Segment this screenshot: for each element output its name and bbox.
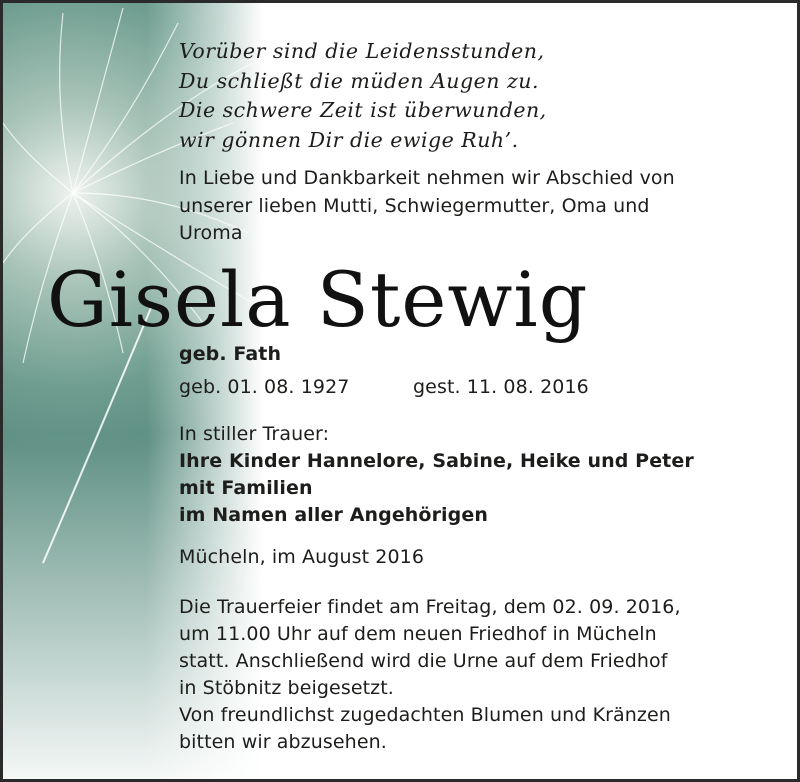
funeral-line: Die Trauerfeier findet am Freitag, dem 02. 09. 2016, — [179, 596, 681, 618]
funeral-line: um 11.00 Uhr auf dem neuen Friedhof in Mücheln — [179, 623, 657, 645]
death-date: gest. 11. 08. 2016 — [413, 376, 589, 398]
birth-date: geb. 01. 08. 1927 — [179, 376, 350, 398]
intro-line: Uroma — [179, 222, 243, 244]
funeral-info — [179, 594, 681, 756]
mourners-block — [179, 421, 694, 529]
poem — [179, 37, 547, 155]
funeral-line: in Stöbnitz beigesetzt. — [179, 677, 394, 699]
mourning-intro: In stiller Trauer: — [179, 423, 330, 445]
poem-line: Du schließt die müden Augen zu. — [179, 68, 539, 93]
poem-line: Vorüber sind die Leidensstunden, — [179, 39, 545, 63]
intro-line: In Liebe und Dankbarkeit nehmen wir Abschied von — [179, 167, 675, 189]
mourner-line: mit Familien — [179, 477, 313, 499]
place-date: Mücheln, im August 2016 — [179, 546, 425, 568]
funeral-line: statt. Anschließend wird die Urne auf dem Friedhof — [179, 650, 668, 672]
farewell-intro — [179, 165, 675, 248]
mourner-line: im Namen aller Angehörigen — [179, 504, 488, 526]
poem-line: wir gönnen Dir die ewige Ruh’. — [179, 127, 519, 152]
intro-line: unserer lieben Mutti, Schwiegermutter, Oma und — [179, 194, 650, 217]
deceased-name: Gisela Stewig — [47, 255, 589, 344]
poem-line: Die schwere Zeit ist überwunden, — [179, 98, 547, 122]
mourner-line: Ihre Kinder Hannelore, Sabine, Heike und Peter — [179, 450, 694, 472]
funeral-line: bitten wir abzusehen. — [179, 731, 387, 753]
funeral-line: Von freundlichst zugedachten Blumen und Kränzen — [179, 704, 671, 726]
birth-name: geb. Fath — [179, 343, 282, 365]
